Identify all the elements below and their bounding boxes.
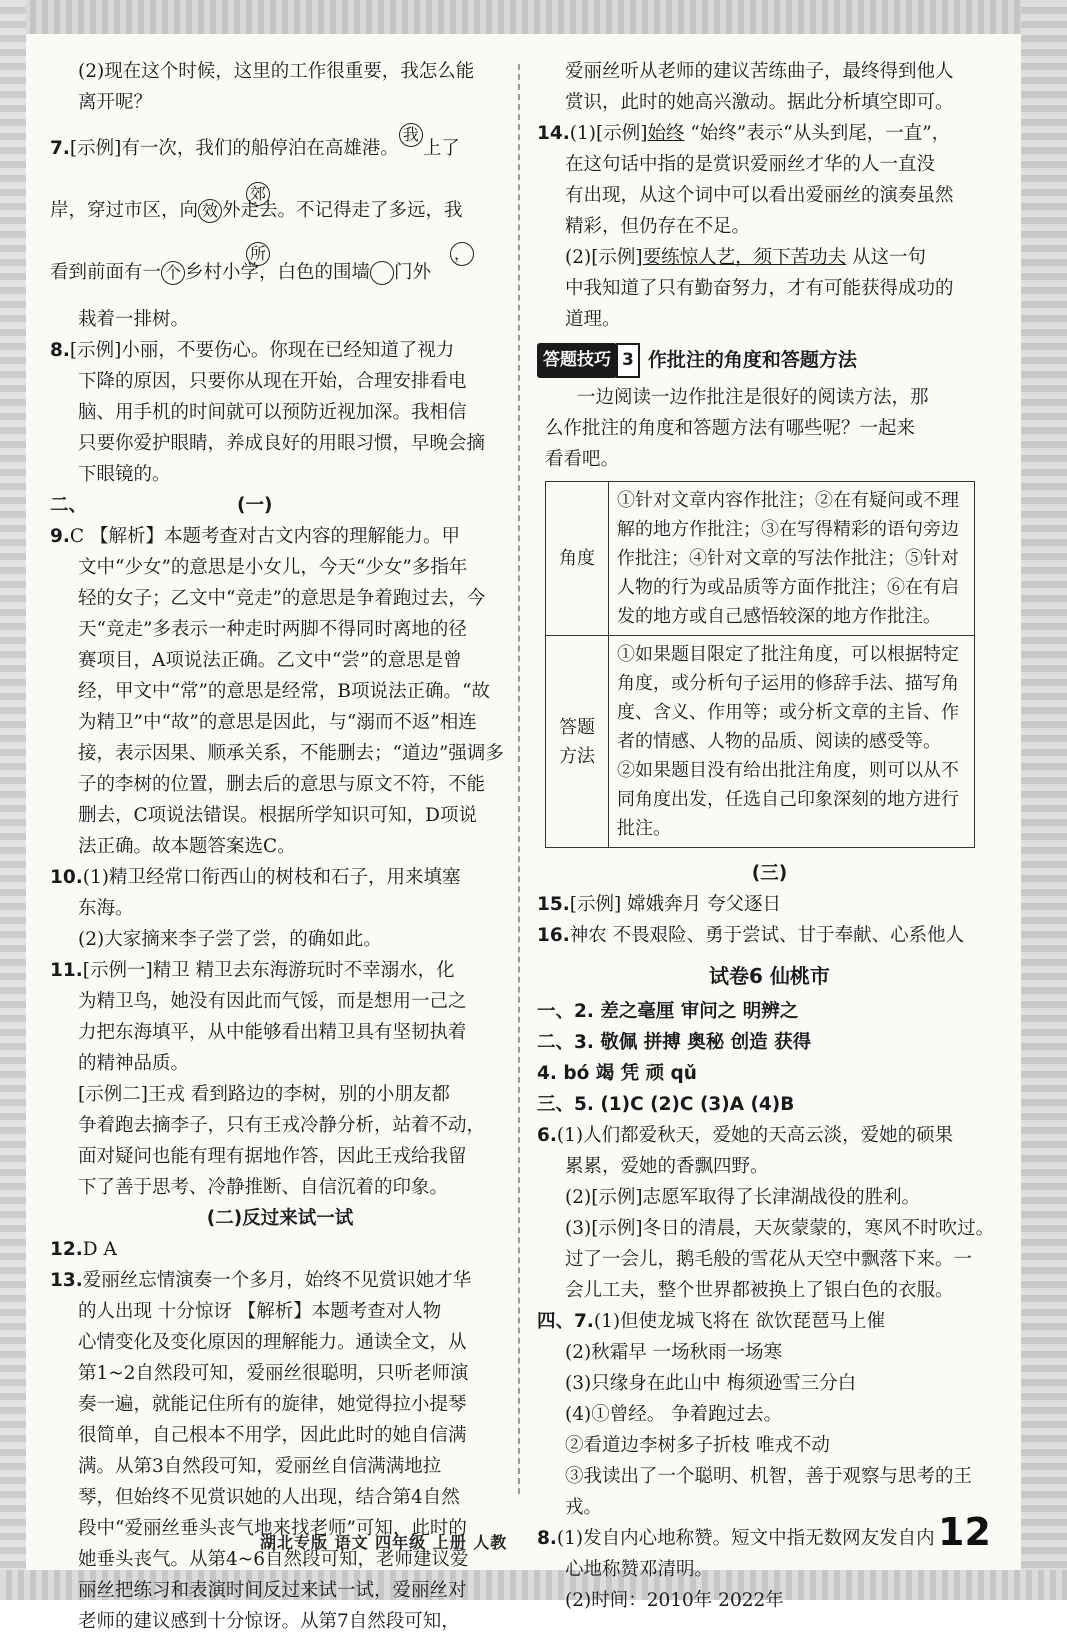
text-line: (2)秋霜早 一场秋雨一场寒: [565, 1342, 783, 1363]
text: 外走去。不记得走了多远，我: [222, 200, 463, 221]
text: (1)发自内心地称赞。短文中指无数网友发自内: [556, 1528, 935, 1549]
text-line: 天“竞走”多表示一种走时两脚不得同时离地的径: [78, 619, 467, 640]
text-line: (2)[示例]志愿军取得了长津湖战役的胜利。: [565, 1187, 921, 1208]
tip-header: [537, 343, 1002, 378]
table-value-part: ①如果题目限定了批注角度，可以根据特定角度，或分析句子运用的修辞手法、描写角度、含义、作用等；或分析文章的主旨、作者的情感、人物的品质、阅读的感受等。: [617, 644, 959, 752]
text-line: 为精卫”中“故”的意思是因此，与“溺而不返”相连: [78, 712, 477, 733]
table-row: [546, 636, 975, 848]
underlined-answer: 始终: [647, 123, 685, 144]
q8: [50, 335, 510, 366]
footer: 湖北专版 语文 四年级 上册 人教: [260, 1533, 508, 1552]
text-line: 东海。: [78, 898, 134, 919]
table-value-part: ②如果题目没有给出批注角度，则可以从不同角度出发，任选自己印象深刻的地方进行批注。: [617, 760, 959, 839]
text-line: (3)只缘身在此山中 梅须逊雪三分白: [565, 1373, 857, 1394]
correction-insert: 所: [246, 242, 270, 266]
subsection-title: (二)反过来试一试: [206, 1208, 354, 1229]
text-line: 只要你爱护眼睛，养成良好的用眼习惯，早晚会摘: [78, 433, 486, 454]
question-number: 15.: [537, 894, 570, 915]
q7-right: [537, 1306, 1002, 1337]
tip-title: 作批注的角度和答题方法: [647, 349, 857, 371]
text-line: 第1~2自然段可知，爱丽丝很聪明，只听老师演: [78, 1363, 469, 1384]
question-number: 四、7.: [537, 1311, 594, 1332]
insert-mark: 我: [399, 123, 423, 147]
text-line: 赏识，此时的她高兴激动。据此分析填空即可。: [565, 92, 954, 113]
section-two-heading: [50, 490, 510, 521]
correction-mark: 效: [198, 199, 222, 223]
text-line: ③我读出了一个聪明、机智，善于观察与思考的王戎。: [565, 1466, 973, 1518]
underlined-answer: 要练惊人艺，须下苦功夫: [642, 247, 847, 268]
text-line: 奏一遍，就能记住所有的旋律，她觉得拉小提琴: [78, 1394, 467, 1415]
exam-title: 试卷6 仙桃市: [709, 964, 830, 988]
text-line: 4. bó 竭 凭 顽 qǔ: [537, 1063, 697, 1084]
text: 上了: [422, 138, 460, 159]
correction-insert: ，: [450, 242, 474, 266]
text-line: 一、2. 差之毫厘 审问之 明辨之: [537, 1001, 799, 1022]
text-line: 为精卫鸟，她没有因此而气馁，而是想用一己之: [78, 991, 467, 1012]
text-line: 子的李树的位置，删去后的意思与原文不符，不能: [78, 774, 486, 795]
text: [示例一]精卫 精卫去东海游玩时不幸溺水，化: [82, 960, 455, 981]
text-line: 在这句话中指的是赏识爱丽丝才华的人一直没: [565, 154, 936, 175]
question-number: 7.: [50, 138, 70, 159]
text-line: 爱丽丝听从老师的建议苦练曲子，最终得到他人: [565, 61, 954, 82]
q15: [537, 889, 1002, 920]
subsection-title: (三): [751, 863, 788, 884]
text-line: 离开呢？: [78, 92, 153, 113]
text-line: 心地称赞邓清明。: [565, 1559, 714, 1580]
text-line: 段中“爱丽丝垂头丧气地来找老师”可知，此时的: [78, 1518, 467, 1539]
torn-border-top: [0, 0, 1067, 34]
text-line: 栽着一排树。: [78, 309, 190, 330]
question-number: 10.: [50, 867, 83, 888]
text-line: 有出现，从这个词中可以看出爱丽丝的演奏虽然: [565, 185, 954, 206]
text-line: 争着跑去摘李子，只有王戎冷静分析，站着不动，: [78, 1115, 486, 1136]
text: 爱丽丝忘情演奏一个多月，始终不见赏识她才华: [82, 1270, 472, 1291]
q7-line1: [50, 118, 510, 180]
table-value: [609, 636, 975, 848]
text: [示例]有一次，我们的船停泊在高雄港。: [69, 138, 399, 159]
text-line: 法正确。故本题答案选C。: [78, 836, 296, 857]
page-number: 12: [938, 1510, 991, 1554]
table-key: 答题方法: [546, 636, 609, 848]
text-line: 下降的原因，只要你从现在开始，合理安排看电: [78, 371, 467, 392]
text-line: 丽丝把练习和表演时间反过来试一试，爱丽丝对: [78, 1580, 467, 1601]
text-line: (2)时间：2010年 2022年: [565, 1590, 784, 1611]
text-line: 道理。: [565, 309, 621, 330]
text: (1)[示例]: [569, 123, 648, 144]
torn-border-left: [0, 0, 26, 1600]
text-line: 经，甲文中“常”的意思是经常，B项说法正确。“故: [78, 681, 490, 702]
text-line: 二、3. 敬佩 拼搏 奥秘 创造 获得: [537, 1032, 812, 1053]
text-line: 琴，但始终不见赏识她的人出现，结合第4自然: [78, 1487, 460, 1508]
q7-line2: [50, 180, 510, 242]
text-line: 中我知道了只有勤奋努力，才有可能获得成功的: [565, 278, 954, 299]
text-line: 脑、用手机的时间就可以预防近视加深。我相信: [78, 402, 467, 423]
text: (1)人们都爱秋天，爱她的天高云淡，爱她的硕果: [556, 1125, 954, 1146]
text-line: 的精神品质。: [78, 1053, 190, 1074]
text-line: 满。从第3自然段可知，爱丽丝自信满满地拉: [78, 1456, 442, 1477]
q14-part2: [537, 242, 1002, 273]
tip-badge: 答题技巧: [537, 343, 617, 378]
text-line: 过了一会儿，鹅毛般的雪花从天空中飘落下来。一: [565, 1249, 973, 1270]
text-line: (3)[示例]冬日的清晨，天灰蒙蒙的，寒风不时吹过。: [565, 1218, 995, 1239]
text-line: ②看道边李树多子折枝 唯戎不动: [565, 1435, 830, 1456]
text-line: 精彩，但仍存在不足。: [565, 216, 751, 237]
torn-border-right: [1021, 0, 1067, 1600]
correction-mark: 个: [161, 261, 185, 285]
text-line: 文中“少女”的意思是小女儿，今天“少女”多指年: [78, 557, 468, 578]
text: C 【解析】本题考查对古文内容的理解能力。甲: [69, 526, 460, 547]
q6: [537, 1120, 1002, 1151]
text: D A: [82, 1239, 117, 1260]
text: 从这一句: [846, 247, 927, 268]
q14: [537, 118, 1002, 149]
q9: [50, 521, 510, 552]
table-row: [546, 482, 975, 636]
text-line: 的人出现 十分惊讶 【解析】本题考查对人物: [78, 1301, 442, 1322]
text: (2)[示例]: [565, 247, 643, 268]
q10: [50, 862, 510, 893]
right-column: [537, 56, 1002, 1616]
q12: [50, 1234, 510, 1265]
text-line: 轻的女子；乙文中“竞走”的意思是争着跑过去，今: [78, 588, 486, 609]
text-line: 下眼镜的。: [78, 464, 171, 485]
text-line: 累累，爱她的香飘四野。: [565, 1156, 769, 1177]
question-number: 12.: [50, 1239, 83, 1260]
tip-number: 3: [616, 343, 640, 378]
text: 岸，穿过市区，向: [50, 200, 199, 221]
question-number: 8.: [537, 1528, 557, 1549]
text: 看到前面有一: [50, 262, 162, 283]
text-line: (4)①曾经。 争着跑过去。: [565, 1404, 783, 1425]
tips-table: [545, 481, 975, 848]
question-number: 14.: [537, 123, 570, 144]
subsection-label: (一): [237, 495, 273, 516]
text-line: 删去，C项说法错误。根据所学知识可知，D项说: [78, 805, 477, 826]
question-number: 6.: [537, 1125, 557, 1146]
text-line: (2)大家摘来李子尝了尝，的确如此。: [78, 929, 382, 950]
text: (1)精卫经常口衔西山的树枝和石子，用来填塞: [82, 867, 461, 888]
text: 门外: [394, 262, 432, 283]
text-line: 心情变化及变化原因的理解能力。通读全文，从: [78, 1332, 467, 1353]
question-number: 11.: [50, 960, 83, 981]
section-label: 二、: [50, 495, 88, 516]
text-line: 面对疑问也能有理有据地作答，因此王戎给我留: [78, 1146, 467, 1167]
text-line: 看看吧。: [545, 449, 620, 470]
q11: [50, 955, 510, 986]
text-line: [示例二]王戎 看到路边的李树，别的小朋友都: [78, 1084, 450, 1105]
text-line: 接，表示因果、顺承关系，不能删去；“道边”强调多: [78, 743, 504, 764]
text-line: 很简单，自己根本不用学，因此此时的她自信满: [78, 1425, 467, 1446]
question-number: 16.: [537, 925, 570, 946]
left-column: [50, 56, 510, 1637]
text-line: 力把东海填平，从中能够看出精卫具有坚韧执着: [78, 1022, 467, 1043]
question-number: 9.: [50, 526, 70, 547]
text: 神农 不畏艰险、勇于尝试、甘于奉献、心系他人: [569, 925, 965, 946]
text-line: 老师的建议感到十分惊讶。从第7自然段可知，: [78, 1611, 460, 1632]
text-line: 下了善于思考、冷静推断、自信沉着的印象。: [78, 1177, 449, 1198]
text-line: 么作批注的角度和答题方法有哪些呢？一起来: [545, 418, 916, 439]
text: (1)但使龙城飞将在 欲饮琵琶马上催: [593, 1311, 885, 1332]
text: [示例]小丽，不要伤心。你现在已经知道了视力: [69, 340, 455, 361]
question-number: 13.: [50, 1270, 83, 1291]
text: 乡村小学，白色的围墙: [185, 262, 371, 283]
text-line: (2)现在这个时候，这里的工作很重要，我怎么能: [78, 61, 475, 82]
text-line: 一边阅读一边作批注是很好的阅读方法，那: [577, 387, 929, 408]
text-line: 赛项目，A项说法正确。乙文中“尝”的意思是曾: [78, 650, 462, 671]
q16: [537, 920, 1002, 951]
question-number: 8.: [50, 340, 70, 361]
text: “始终”表示“从头到尾，一直”，: [684, 123, 951, 144]
text-line: 会儿工夫，整个世界都被换上了银白色的衣服。: [565, 1280, 954, 1301]
insert-caret: [370, 261, 394, 285]
table-value: ①针对文章内容作批注；②在有疑问或不理解的地方作批注；③在写得精彩的语句旁边作批注；④针对文章的写法作批注；⑤针对人物的行为或品质等方面作批注；⑥在有启发的地方或自己感悟较深的地方作批注。: [609, 482, 975, 636]
column-divider: [518, 64, 520, 1494]
text-line: 三、5. (1)C (2)C (3)A (4)B: [537, 1094, 795, 1115]
text-line: 她垂头丧气。从第4~6自然段可知，老师建议爱: [78, 1549, 469, 1570]
correction-insert: 郊: [246, 182, 270, 206]
table-key: 角度: [546, 482, 609, 636]
q13: [50, 1265, 510, 1296]
text: [示例] 嫦娥奔月 夸父逐日: [569, 894, 781, 915]
q7-line3: [50, 242, 510, 304]
